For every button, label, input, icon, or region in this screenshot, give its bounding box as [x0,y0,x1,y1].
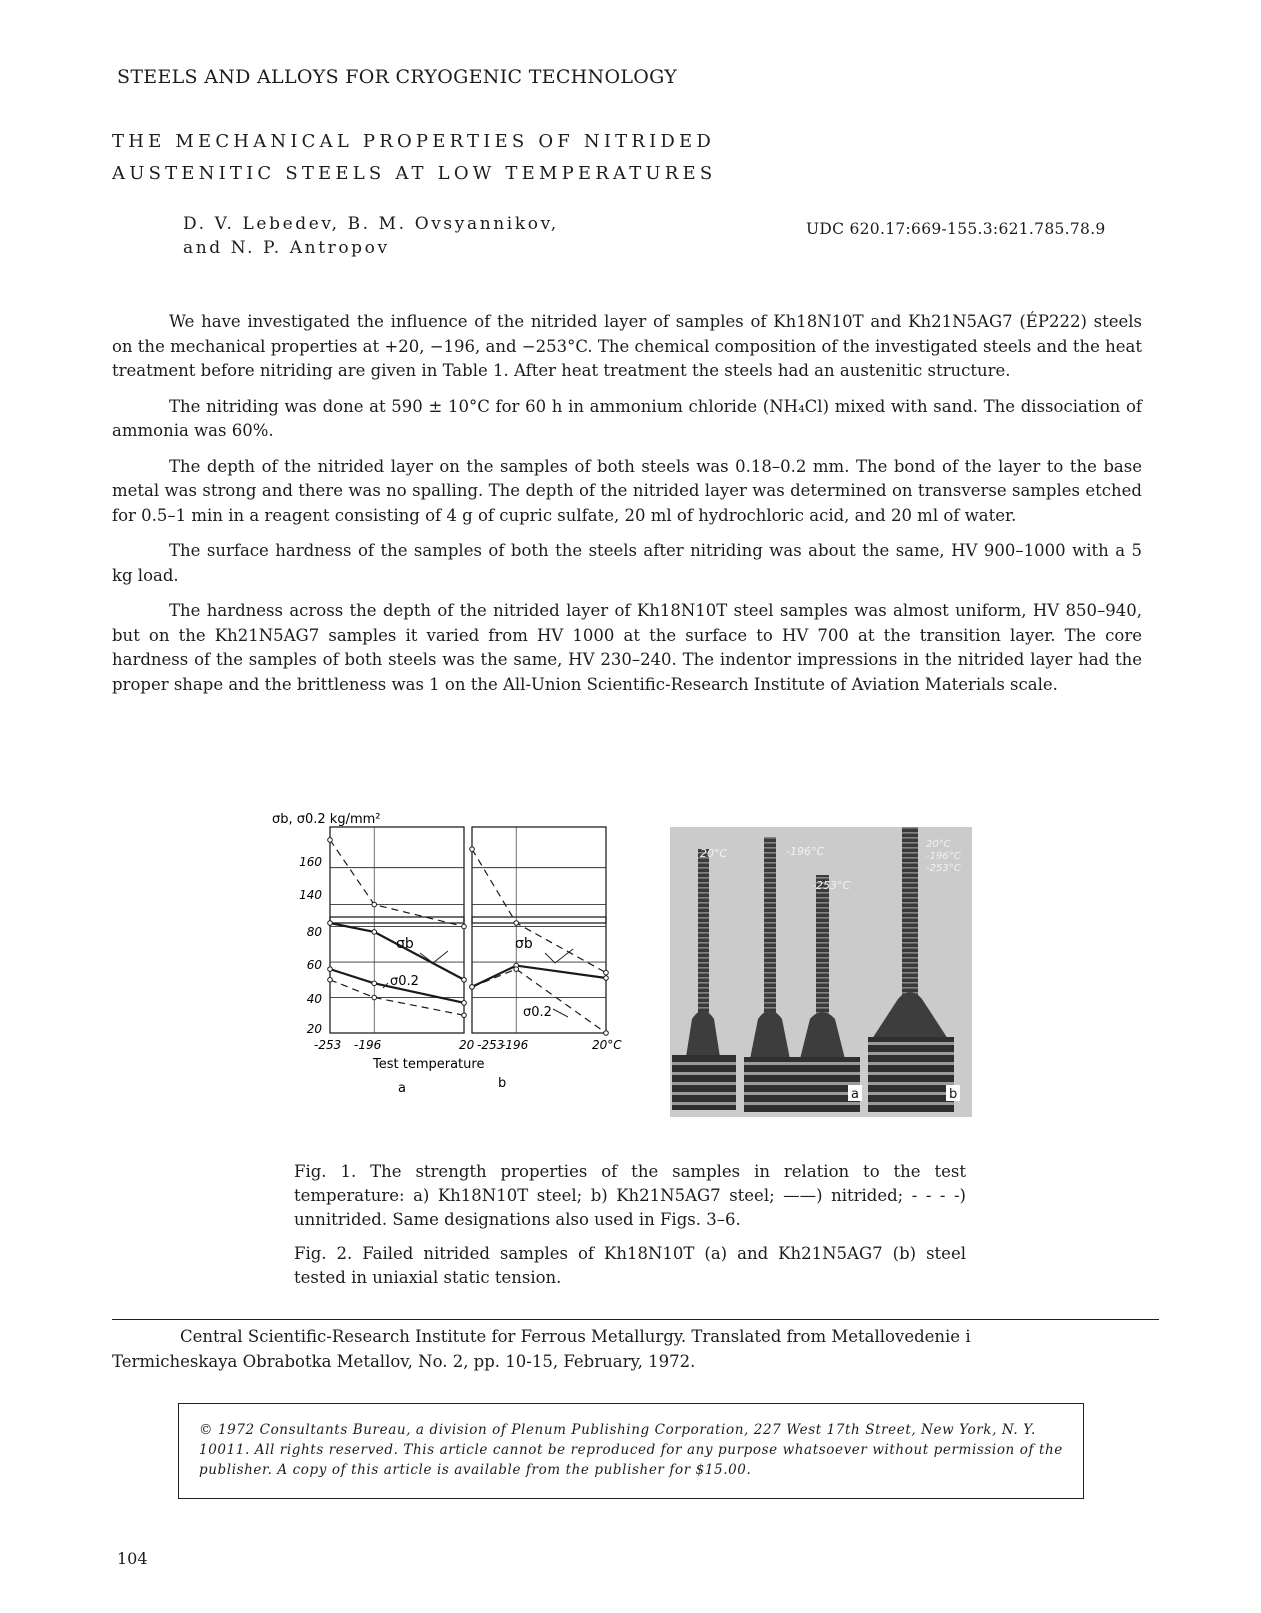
data-point [372,981,377,986]
temp-label: -196°C [786,845,825,858]
temp-label: 20°C [700,847,728,860]
series-line-a [330,840,464,927]
data-point [372,930,377,935]
fig2-photo [670,827,972,1117]
data-point [470,847,475,852]
ytick-label: 140 [299,888,322,902]
sigma-b-label-a: σb [396,936,414,952]
data-point [514,921,519,926]
udc-code: UDC 620.17:669-155.3:621.785.78.9 [806,220,1106,238]
ytick-label: 60 [306,958,322,972]
paragraph: We have investigated the influence of the nitrided layer of samples of Kh18N10T and Kh21N5AG7 (ÉP222) steels on the mechanical properties at +20, −196, and −253°C. The chemical composition of the investigated steels and the heat treatment before nitriding are given in Table 1. After heat treatment the steels had an austenitic structure. [112,312,1142,380]
ytick-label: 20 [306,1022,322,1036]
leader-line [420,951,448,963]
panel-b-label: b [498,1076,507,1091]
fig2-caption: Fig. 2. Failed nitrided samples of Kh18N10T (a) and Kh21N5AG7 (b) steel tested in uniaxial static tension. [294,1244,966,1287]
footnote-line-1: Central Scientific-Research Institute for Ferrous Metallurgy. Translated from Metallovedenie i [180,1327,971,1346]
data-point [604,976,609,981]
data-point [514,967,519,972]
authors [183,212,559,260]
data-point [328,838,333,843]
xtick-label: -196 [501,1038,529,1052]
data-point [328,977,333,982]
authors-line-2: and N. P. Antropov [183,238,390,258]
grid-lines [330,827,606,1033]
photo-label-b: b [949,1087,958,1102]
data-point [328,921,333,926]
fig1-chart [270,805,640,1105]
xtick-label: -253 [314,1038,342,1052]
data-point [462,924,467,929]
photo-label-a: a [851,1087,859,1102]
section-heading: STEELS AND ALLOYS FOR CRYOGENIC TECHNOLOGY [117,66,678,88]
data-point [462,1001,467,1006]
temp-label: -253°C [812,879,851,892]
temp-label: -196°C [926,851,961,862]
data-point [372,995,377,1000]
figure-captions [294,1160,966,1300]
xtick-label: 20 [459,1038,475,1052]
ytick-label: 40 [306,992,322,1006]
fig1-caption: Fig. 1. The strength properties of the samples in relation to the test temperature: a) Kh18N10T steel; b) Kh21N5AG7 steel; ——) nitrided; - - - -) unnitrided. Same designations also used in Figs. 3–6. [294,1162,966,1229]
paragraph: The surface hardness of the samples of both the steels after nitriding was about the same, HV 900–1000 with a 5 kg load. [112,541,1142,585]
temp-label: 20°C [926,839,951,850]
xtick-label: -253 [477,1038,505,1052]
page-number: 104 [117,1549,148,1568]
temp-label: -253°C [926,863,961,874]
paragraph: The depth of the nitrided layer on the samples of both steels was 0.18–0.2 mm. The bond of the layer to the base metal was strong and there was no spalling. The depth of the nitrided layer was determined on transverse samples etched for 0.5–1 min in a reagent consisting of 4 g of cupric sulfate, 20 ml of hydrochloric acid, and 20 ml of water. [112,456,1142,525]
panel-a-label: a [398,1081,406,1096]
series-line-b [472,969,606,1033]
xtick-label: -196 [354,1038,382,1052]
series-line-b [472,966,606,987]
article-title-line-1: THE MECHANICAL PROPERTIES OF NITRIDED [112,131,716,152]
panel-a-upper-frame [330,827,464,923]
data-point [372,902,377,907]
authors-line-1: D. V. Lebedev, B. M. Ovsyannikov, [183,214,559,234]
article-title-line-2: AUSTENITIC STEELS AT LOW TEMPERATURES [112,163,717,184]
data-point [604,970,609,975]
data-point [470,985,475,990]
data-point [604,1031,609,1036]
data-point [328,967,333,972]
paragraph: The hardness across the depth of the nitrided layer of Kh18N10T steel samples was almost uniform, HV 850–940, but on the Kh21N5AG7 samples it varied from HV 1000 at the surface to HV 700 at the transition layer. The core hardness of the samples of both steels was the same, HV 230–240. The indentor impressions in the nitrided layer had the proper shape and the brittleness was 1 on the All-Union Scientific-Research Institute of Aviation Materials scale. [112,601,1142,694]
data-point [462,1013,467,1018]
xtick-label: 20°C [592,1038,622,1052]
footnote-rule [112,1319,1159,1320]
chart-ylabel: σb, σ0.2 kg/mm² [272,812,381,827]
paragraph: The nitriding was done at 590 ± 10°C for 60 h in ammonium chloride (NH₄Cl) mixed with sand. The dissociation of ammonia was 60%. [112,396,1142,440]
footnote-line-2: Termicheskaya Obrabotka Metallov, No. 2, pp. 10-15, February, 1972. [112,1352,696,1371]
sigma-b-label-b: σb [515,936,533,952]
ytick-label: 160 [299,855,322,869]
sigma-02-label-b: σ0.2 [523,1005,552,1020]
sigma-02-label-a: σ0.2 [390,974,419,989]
ytick-label: 80 [306,925,322,939]
copyright-box [178,1403,1084,1499]
panel-b-upper-frame [472,827,606,923]
data-point [462,977,467,982]
copyright-text: © 1972 Consultants Bureau, a division of Plenum Publishing Corporation, 227 West 17th Street, New York, N. Y. 10011. All rights reserved. This article cannot be reproduced for any purpose whatsoever without permission of the publisher. A copy of this article is available from the publisher for $15.00. [199,1422,1063,1478]
chart-xlabel: Test temperature [373,1057,485,1072]
article-body [112,310,1142,708]
leader-line [553,1009,568,1017]
leader-line [545,949,573,963]
footnote [112,1324,1159,1374]
